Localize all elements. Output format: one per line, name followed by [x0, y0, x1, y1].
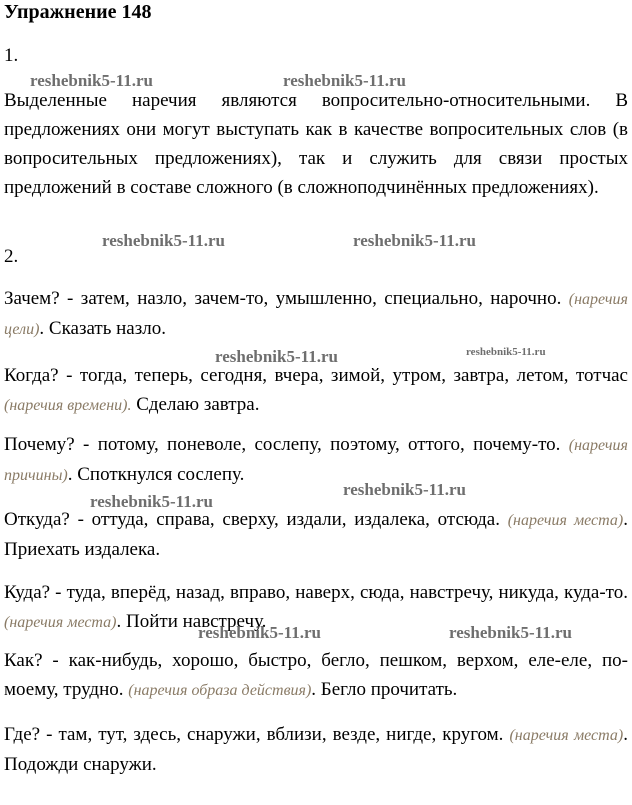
list-item-gde [4, 720, 628, 779]
list-item-kogda [4, 361, 628, 420]
item-note: (наречия места) [509, 727, 624, 744]
section-1-number: 1. [4, 45, 19, 66]
watermark: reshebnik5-11.ru [30, 71, 153, 90]
item-text: Почему? - потому, поневоле, сослепу, поэтому, оттого, почему-то. [4, 434, 569, 455]
watermark: reshebnik5-11.ru [449, 623, 572, 642]
watermark: reshebnik5-11.ru [215, 347, 338, 366]
watermark: reshebnik5-11.ru [343, 480, 466, 499]
item-text: Когда? - тогда, теперь, сегодня, вчера, зимой, утром, завтра, летом, тотчас [4, 365, 628, 386]
list-item-zachem [4, 284, 628, 344]
item-note: (наречия места) [507, 512, 624, 529]
watermark: reshebnik5-11.ru [198, 623, 321, 642]
item-note: (наречия цели) [4, 291, 628, 338]
item-text: Куда? - туда, вперёд, назад, вправо, наверх, сюда, навстречу, никуда, куда-то. [4, 582, 628, 603]
item-text: Зачем? - затем, назло, зачем-то, умышленно, специально, нарочно. [4, 288, 569, 309]
item-note: (наречия причины) [4, 437, 628, 484]
item-example: Сделаю завтра. [131, 394, 260, 415]
section-2-number: 2. [4, 246, 19, 267]
item-example: . Приехать издалека. [4, 509, 628, 560]
page-title: Упражнение 148 [4, 1, 152, 23]
list-item-kak [4, 646, 628, 705]
watermark: reshebnik5-11.ru [353, 231, 476, 250]
item-example: . Подожди снаружи. [4, 724, 628, 775]
item-example: . Сказать назло. [39, 318, 166, 339]
item-example: . Споткнулся сослепу. [67, 464, 245, 485]
item-text: Откуда? - оттуда, справа, сверху, издали, издалека, отсюда. [4, 509, 508, 530]
watermark: reshebnik5-11.ru [466, 346, 546, 358]
list-item-otkuda [4, 505, 628, 564]
item-text: Как? - как-нибудь, хорошо, быстро, бегло, пешком, верхом, еле-еле, по-моему, трудно. [4, 650, 628, 700]
item-text: Где? - там, тут, здесь, снаружи, вблизи, везде, нигде, кругом. [4, 724, 510, 745]
watermark: reshebnik5-11.ru [283, 71, 406, 90]
watermark: reshebnik5-11.ru [90, 492, 213, 511]
item-example: . Бегло прочитать. [311, 679, 458, 700]
item-note: (наречия места) [4, 614, 117, 631]
item-note: (наречия времени). [4, 397, 132, 414]
list-item-pochemu [4, 430, 628, 490]
watermark: reshebnik5-11.ru [102, 231, 225, 250]
item-note: (наречия образа действия) [128, 682, 312, 699]
item-example: . Пойти навстречу. [116, 611, 267, 632]
section-1-text: Выделенные наречия являются вопросительно-относительными. В предложениях они могут выступать как в качестве вопросительных слов (в вопросительных предложениях), так и служить для связи простых предложений в составе сложного (в сложноподчинённых предложениях). [4, 90, 628, 198]
